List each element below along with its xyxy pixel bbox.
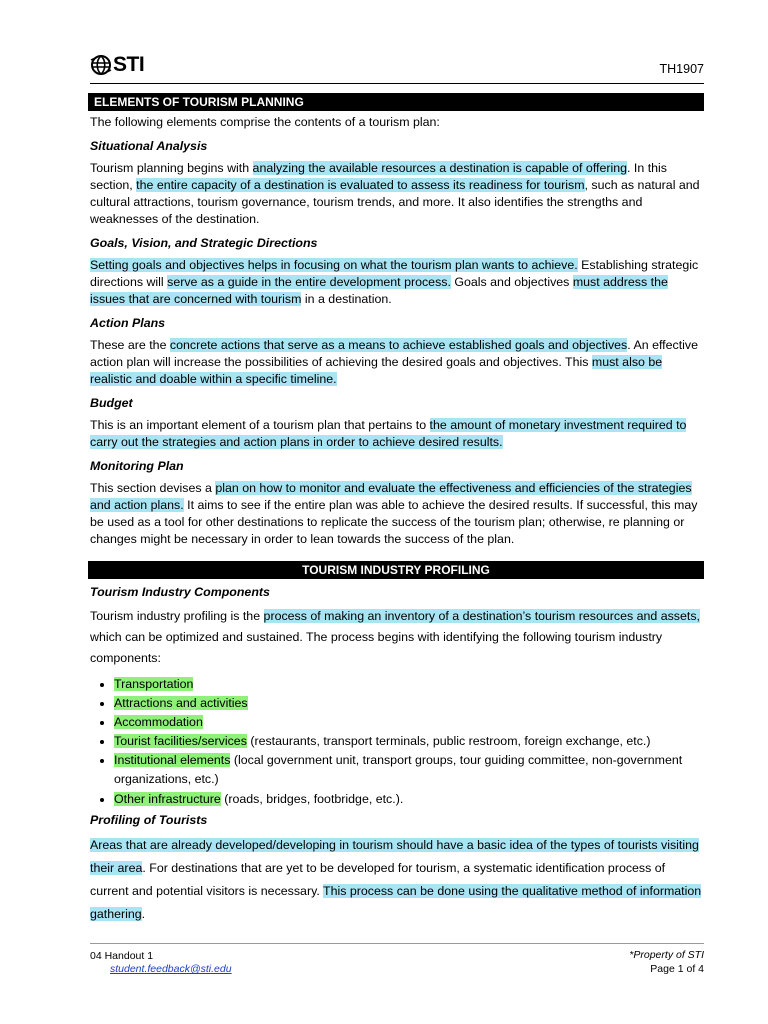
list-item [114, 694, 704, 712]
highlight-green: Institutional elements [114, 753, 231, 767]
document-code: TH1907 [659, 62, 704, 76]
highlight: the entire capacity of a destination is evaluated to assess its readiness for tourism [136, 178, 585, 192]
highlight: Setting goals and objectives helps in focusing on what the tourism plan wants to achieve. [90, 258, 578, 272]
sti-logo [90, 54, 144, 76]
highlight: plan on how to monitor and evaluate the effectiveness and efficiencies of the strategies and action plans. [90, 481, 692, 512]
highlight-green: Attractions and activities [114, 696, 248, 710]
handout-label: 04 Handout 1 [90, 950, 154, 962]
heading-situational-analysis: Situational Analysis [90, 139, 208, 153]
list-item: • Tourist facilities/services (restaurants, transport terminals, public restroom, foreign exchange, etc.) [114, 732, 704, 750]
section-elements-body [90, 114, 704, 548]
heading-monitoring-plan: Monitoring Plan [90, 459, 184, 473]
highlight: concrete actions that serve as a means to achieve established goals and objectives [169, 338, 628, 352]
footer-right [629, 948, 704, 976]
list-item: • Institutional elements (local government unit, transport groups, tour guiding committee, non-government organizations, etc.) [114, 751, 704, 789]
sti-globe-icon [90, 54, 112, 76]
highlight: must also be realistic and doable within a specific timeline. [90, 355, 663, 386]
header-divider [90, 83, 704, 84]
paragraph-action-plans: These are the concrete actions that serve as a means to achieve established goals and objectives. An effective action plan will increase the possibilities of achieving the desired goals and objectives. This must also be realistic and doable within a specific timeline. [90, 338, 698, 386]
highlight: analyzing the available resources a destination is capable of offering [252, 161, 628, 175]
paragraph-goals-vision: Setting goals and objectives helps in focusing on what the tourism plan wants to achieve. Establishing strategic directions will serve as a guide in the entire development process. Goals and objectives must address the issues that are concerned with tourism in a destination. [90, 258, 699, 306]
footer-left [90, 950, 232, 976]
highlight-green: Other infrastructure [114, 792, 221, 806]
logo-text: STI [113, 53, 145, 76]
highlight: must address the issues that are concerned with tourism [90, 275, 668, 306]
highlight: serve as a guide in the entire development process. [167, 275, 451, 289]
heading-action-plans: Action Plans [90, 316, 166, 330]
highlight-green: Tourist facilities/services [114, 734, 247, 748]
section-profiling-body [90, 584, 704, 926]
list-item: • Other infrastructure (roads, bridges, footbridge, etc.). [114, 790, 704, 808]
footer-divider [90, 943, 704, 944]
paragraph-monitoring-plan: This section devises a plan on how to monitor and evaluate the effectiveness and efficiencies of the strategies and action plans. It aims to see if the entire plan was able to achieve the desired results. If successful, this may be used as a tool for other destinations to replicate the success of the tourism plan; otherwise, re planning or changes might be necessary in order to lean towards the success of the plan. [90, 481, 698, 546]
list-item [114, 675, 704, 693]
highlight-green: Accommodation [114, 715, 203, 729]
section-title-elements: ELEMENTS OF TOURISM PLANNING [88, 93, 704, 111]
highlight: This process can be done using the qualitative method of information gathering [90, 884, 702, 921]
heading-industry-components: Tourism Industry Components [90, 585, 270, 599]
list-item [114, 713, 704, 731]
heading-goals-vision: Goals, Vision, and Strategic Directions [90, 236, 318, 250]
heading-budget: Budget [90, 396, 133, 410]
feedback-email-link[interactable]: student.feedback@sti.edu [110, 963, 232, 975]
paragraph-profiling-tourists: Areas that are already developed/developing in tourism should have a basic idea of the types of tourists visiting their area. For destinations that are yet to be developed for tourism, a systematic identification process of current and potential visitors is necessary. This process can be done using the qualitative method of information gathering. [90, 838, 702, 921]
intro-text: The following elements comprise the contents of a tourism plan: [90, 115, 440, 129]
page-number: Page 1 of 4 [650, 963, 704, 975]
page-header [90, 52, 704, 84]
paragraph-industry-components: Tourism industry profiling is the process of making an inventory of a destination’s tourism resources and assets, which can be optimized and sustained. The process begins with identifying the following tourism industry components: [90, 609, 700, 665]
property-notice: *Property of STI [629, 949, 704, 961]
highlight: Areas that are already developed/developing in tourism should have a basic idea of the types of tourists visiting their area [90, 838, 699, 875]
highlight: the amount of monetary investment required to carry out the strategies and action plans in order to achieve desired results. [90, 418, 687, 449]
highlight-green: Transportation [114, 677, 194, 691]
heading-profiling-tourists: Profiling of Tourists [90, 813, 208, 827]
section-title-profiling: TOURISM INDUSTRY PROFILING [88, 561, 704, 579]
paragraph-situational-analysis: Tourism planning begins with analyzing the available resources a destination is capable of offering. In this section, the entire capacity of a destination is evaluated to assess its readiness for tourism, such as natural and cultural attractions, tourism governance, tourism trends, and more. It also identifies the strengths and weaknesses of the destination. [90, 161, 700, 226]
paragraph-budget: This is an important element of a tourism plan that pertains to the amount of monetary investment required to carry out the strategies and action plans in order to achieve desired results. [90, 418, 687, 449]
components-list [90, 675, 704, 808]
highlight: process of making an inventory of a destination’s tourism resources and assets, [263, 609, 700, 623]
